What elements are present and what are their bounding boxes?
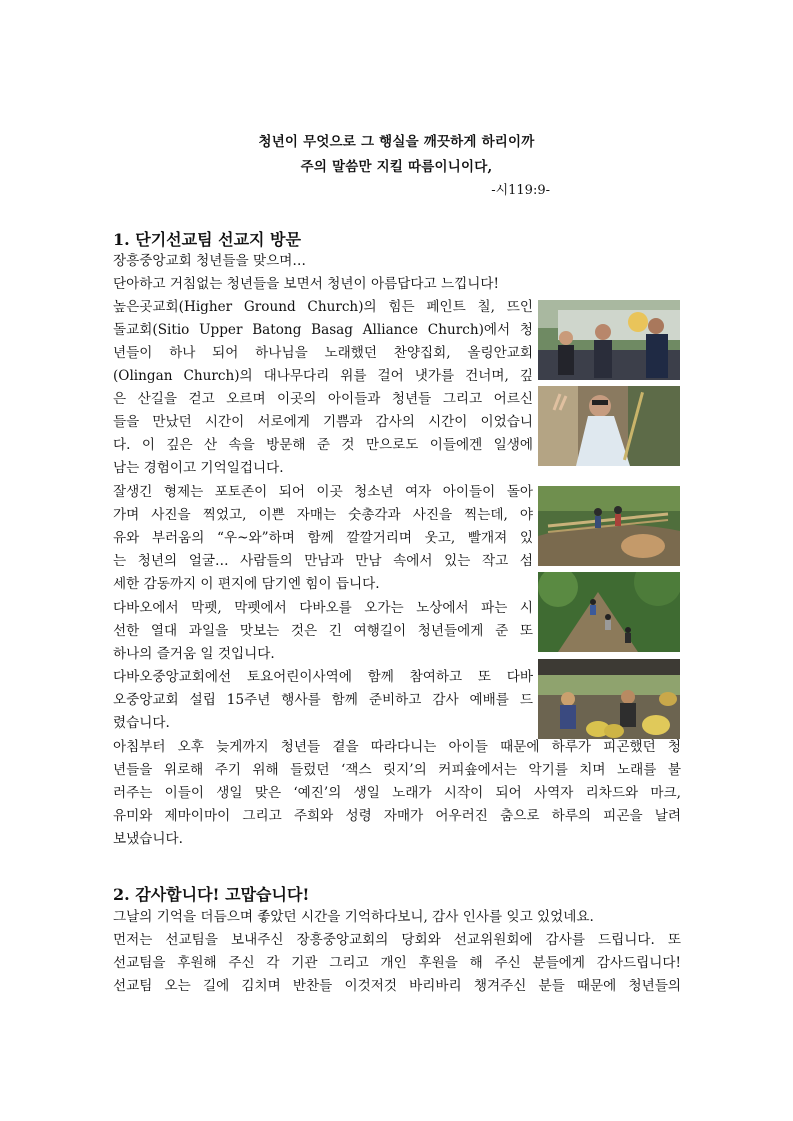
- body-line: 년들이 하나 되어 하나님을 노래했던 찬양집회, 올링안교회: [113, 345, 533, 361]
- body-line: 년들을 위로해 주기 위해 들렀던 ‘잭스 릿지’의 커피숖에서는 악기를 치며 노래를 불: [113, 762, 681, 778]
- worship-band-photo: [538, 300, 680, 380]
- epigraph-line-1: 청년이 무엇으로 그 행실을 깨끗하게 하리이까: [258, 134, 535, 150]
- body-line: (Olingan Church)의 대나무다리 위를 걸어 냇가를 건너며, 깊: [113, 368, 533, 384]
- body-line: 은 산길을 걷고 오르며 이곳의 아이들과 청년들 그리고 어르신: [113, 391, 533, 407]
- body-line: 단아하고 거침없는 청년들을 보면서 청년이 아름답다고 느낍니다!: [113, 276, 499, 292]
- fruit-market-photo: [538, 659, 680, 739]
- body-line: 먼저는 선교팀을 보내주신 장흥중앙교회의 당회와 선교위원회에 감사를 드립니다. 또: [113, 932, 681, 948]
- body-line: 잘생긴 형제는 포토존이 되어 이곳 청소년 여자 아이들이 돌아: [113, 484, 533, 500]
- body-line: 들을 만났던 시간이 서로에게 기쁨과 감사의 시간이 이었습니: [113, 414, 533, 430]
- section-2-title: 2. 감사합니다! 고맙습니다!: [113, 885, 310, 904]
- mountain-hike-photo: [538, 572, 680, 652]
- body-line: 선교팀을 후원해 주신 각 기관 그리고 개인 후원을 해 주신 분들에게 감사드립니다!: [113, 955, 681, 971]
- body-line: 장흥중앙교회 청년들을 맞으며…: [113, 253, 306, 269]
- body-line: 돌교회(Sitio Upper Batong Basag Alliance Church)에서 청: [113, 322, 533, 338]
- body-line: 는 청년의 얼굴… 사람들의 만남과 만남 속에서 있는 작고 섬: [113, 553, 533, 569]
- body-line: 유와 부러움의 “우~와”하며 함께 깔깔거리며 웃고, 빨개져 있: [113, 530, 533, 546]
- body-line: 렸습니다.: [113, 715, 170, 731]
- body-line: 보냈습니다.: [113, 831, 183, 847]
- body-line: 하나의 즐거움 일 것입니다.: [113, 646, 275, 662]
- bamboo-bridge-photo: [538, 486, 680, 566]
- body-line: 오중앙교회 설립 15주년 행사를 함께 준비하고 감사 예배를 드: [113, 692, 533, 708]
- body-line: 선한 열대 과일을 맛보는 것은 긴 여행길이 청년들에게 준 또: [113, 623, 533, 639]
- body-line: 남는 경험이고 기억일겁니다.: [113, 460, 284, 476]
- section-1-title: 1. 단기선교팀 선교지 방문: [113, 230, 301, 249]
- body-line: 다. 이 깊은 산 속을 방문해 준 것 만으로도 이들에겐 일생에: [113, 437, 533, 453]
- body-line: 다바오에서 막펫, 막펫에서 다바오를 오가는 노상에서 파는 시: [113, 600, 533, 616]
- body-line: 그날의 기억을 더듬으며 좋았던 시간을 기억하다보니, 감사 인사를 잊고 있었네요.: [113, 909, 594, 925]
- body-line: 가며 사진을 찍었고, 이쁜 자매는 숫총각과 사진을 찍는데, 야: [113, 507, 533, 523]
- body-line: 다바오중앙교회에선 토요어린이사역에 함께 참여하고 또 다바: [113, 669, 533, 685]
- body-line: 러주는 이들이 생일 맞은 ‘예진’의 생일 노래가 시작이 되어 사역자 리차드와 마크,: [113, 785, 681, 801]
- body-line: 아침부터 오후 늦게까지 청년들 곁을 따라다니는 아이들 때문에 하루가 피곤했던 청: [113, 739, 681, 755]
- epigraph-reference: -시119:9-: [491, 183, 550, 198]
- body-line: 세한 감동까지 이 편지에 담기엔 힘이 듭니다.: [113, 576, 380, 592]
- epigraph-line-2: 주의 말씀만 지킬 따름이니이다,: [300, 159, 493, 175]
- raincoat-man-photo: [538, 386, 680, 466]
- body-line: 선교팀 오는 길에 김치며 반찬들 이것저것 바리바리 챙겨주신 분들 때문에 청년들의: [113, 978, 681, 994]
- body-line: 높은곳교회(Higher Ground Church)의 힘든 페인트 칠, 뜨인: [113, 299, 533, 315]
- body-line: 유미와 제마이마이 그리고 주희와 성령 자매가 어우러진 춤으로 하루의 피곤을 날려: [113, 808, 681, 824]
